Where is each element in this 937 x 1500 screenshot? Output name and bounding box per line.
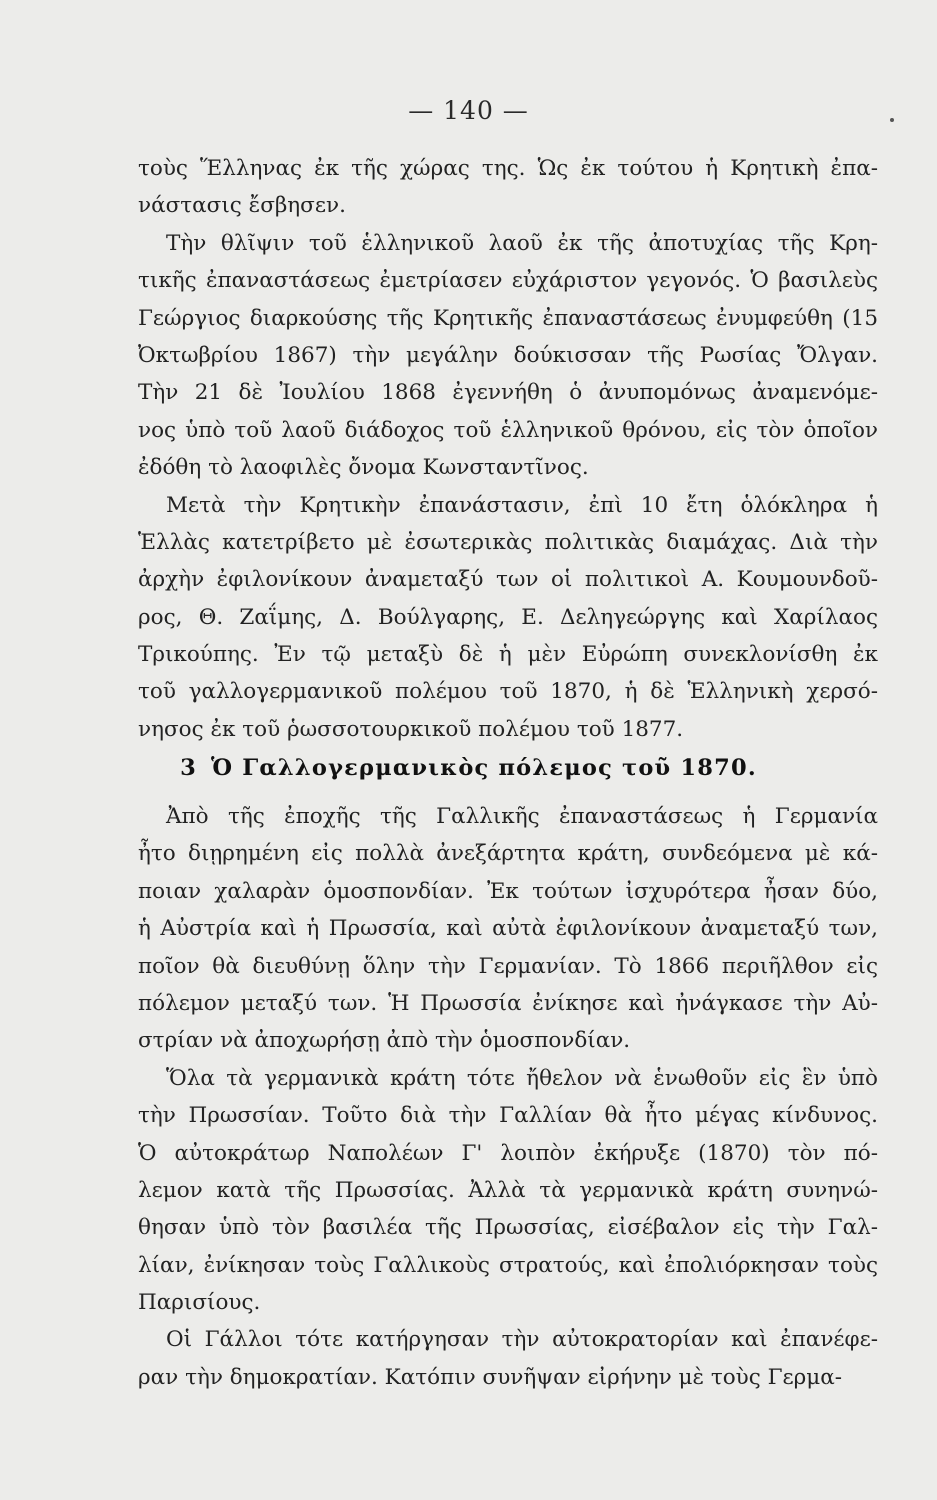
text-line: Ἀπὸ τῆς ἐποχῆς τῆς Γαλλικῆς ἐπαναστάσεως ἡ Γερμανία	[166, 804, 878, 829]
text-line: ἦτο διῃρημένη εἰς πολλὰ ἀνεξάρτητα κράτη, συνδεόμενα μὲ κά-	[138, 841, 878, 867]
text-line: Ὀκτωβρίου 1867) τὴν μεγάλην δούκισσαν τῆς Ρωσίας Ὄλγαν.	[138, 342, 878, 368]
text-line: ἐδόθη τὸ λαοφιλὲς ὄνομα Κωνσταντῖνος.	[138, 455, 589, 481]
print-speck	[890, 118, 894, 122]
text-line: τοὺς Ἕλληνας ἐκ τῆς χώρας της. Ὡς ἐκ τούτου ἡ Κρητικὴ ἐπα-	[138, 156, 878, 181]
text-line: Τρικούπης. Ἐν τῷ μεταξὺ δὲ ἡ μὲν Εὐρώπη συνεκλονίσθη ἐκ	[138, 642, 878, 668]
text-line: Γεώργιος διαρκούσης τῆς Κρητικῆς ἐπαναστάσεως ἐνυμφεύθη (15	[138, 305, 878, 331]
text-line: ἀρχὴν ἐφιλονίκουν ἀναμεταξύ των οἱ πολιτικοὶ Α. Κουμουνδοῦ-	[138, 567, 878, 593]
page-number: — 140 —	[408, 96, 529, 125]
text-line: Ἑλλὰς κατετρίβετο μὲ ἐσωτερικὰς πολιτικὰς διαμάχας. Διὰ τὴν	[138, 529, 878, 555]
text-block-upper	[138, 150, 878, 748]
section-title: Ὁ Γαλλογερμανικὸς πόλεμος τοῦ 1870.	[210, 755, 757, 781]
text-line: λίαν, ἐνίκησαν τοὺς Γαλλικοὺς στρατούς, καὶ ἐπολιόρκησαν τοὺς	[138, 1252, 878, 1278]
text-line: ἡ Αὐστρία καὶ ἡ Πρωσσία, καὶ αὐτὰ ἐφιλονίκουν ἀναμεταξύ των,	[138, 916, 878, 942]
text-line: νάστασις ἔσβησεν.	[138, 193, 346, 219]
text-line: Ὁ αὐτοκράτωρ Ναπολέων Γ' λοιπὸν ἐκήρυξε (1870) τὸν πό-	[138, 1140, 878, 1166]
text-line: τοῦ γαλλογερμανικοῦ πολέμου τοῦ 1870, ἡ δὲ Ἑλληνικὴ χερσό-	[138, 679, 878, 705]
text-line: τικῆς ἐπαναστάσεως ἐμετρίασεν εὐχάριστον γεγονός. Ὁ βασιλεὺς	[138, 268, 878, 294]
text-line: Παρισίους.	[138, 1290, 261, 1316]
text-line: νος ὑπὸ τοῦ λαοῦ διάδοχος τοῦ ἑλληνικοῦ θρόνου, εἰς τὸν ὁποῖον	[138, 417, 878, 443]
text-line: ποιαν χαλαρὰν ὁμοσπονδίαν. Ἐκ τούτων ἰσχυρότερα ἦσαν δύο,	[138, 878, 878, 904]
text-line: νησος ἐκ τοῦ ῥωσσοτουρκικοῦ πολέμου τοῦ 1877.	[138, 716, 684, 742]
text-line: Οἱ Γάλλοι τότε κατήργησαν τὴν αὐτοκρατορίαν καὶ ἐπανέφε-	[166, 1327, 878, 1353]
section-number: 3	[180, 755, 197, 781]
text-line: Τὴν θλῖψιν τοῦ ἑλληνικοῦ λαοῦ ἐκ τῆς ἀποτυχίας τῆς Κρη-	[166, 230, 878, 256]
text-line: πόλεμον μεταξύ των. Ἡ Πρωσσία ἐνίκησε καὶ ἠνάγκασε τὴν Αὐ-	[138, 990, 878, 1016]
section-heading	[0, 755, 937, 781]
text-line: θησαν ὑπὸ τὸν βασιλέα τῆς Πρωσσίας, εἰσέβαλον εἰς τὴν Γαλ-	[138, 1215, 878, 1241]
text-line: ραν τὴν δημοκρατίαν. Κατόπιν συνῆψαν εἰρήνην μὲ τοὺς Γερμα-	[138, 1364, 843, 1390]
text-line: τὴν Πρωσσίαν. Τοῦτο διὰ τὴν Γαλλίαν θὰ ἦτο μέγας κίνδυνος.	[138, 1103, 878, 1129]
text-line: ρος, Θ. Ζαΐμης, Δ. Βούλγαρης, Ε. Δεληγεώργης καὶ Χαρίλαος	[138, 604, 878, 630]
text-line: ποῖον θὰ διευθύνῃ ὅλην τὴν Γερμανίαν. Τὸ 1866 περιῆλθον εἰς	[138, 953, 878, 979]
text-line: λεμον κατὰ τῆς Πρωσσίας. Ἀλλὰ τὰ γερμανικὰ κράτη συνηνώ-	[138, 1177, 878, 1203]
text-block-lower	[138, 798, 878, 1396]
text-line: Μετὰ τὴν Κρητικὴν ἐπανάστασιν, ἐπὶ 10 ἔτη ὁλόκληρα ἡ	[166, 492, 878, 518]
text-line: Τὴν 21 δὲ Ἰουλίου 1868 ἐγεννήθη ὁ ἀνυπομόνως ἀναμενόμε-	[138, 380, 878, 406]
text-line: στρίαν νὰ ἀποχωρήσῃ ἀπὸ τὴν ὁμοσπονδίαν.	[138, 1028, 631, 1054]
text-line: Ὅλα τὰ γερμανικὰ κράτη τότε ἤθελον νὰ ἑνωθοῦν εἰς ἓν ὑπὸ	[166, 1065, 878, 1091]
